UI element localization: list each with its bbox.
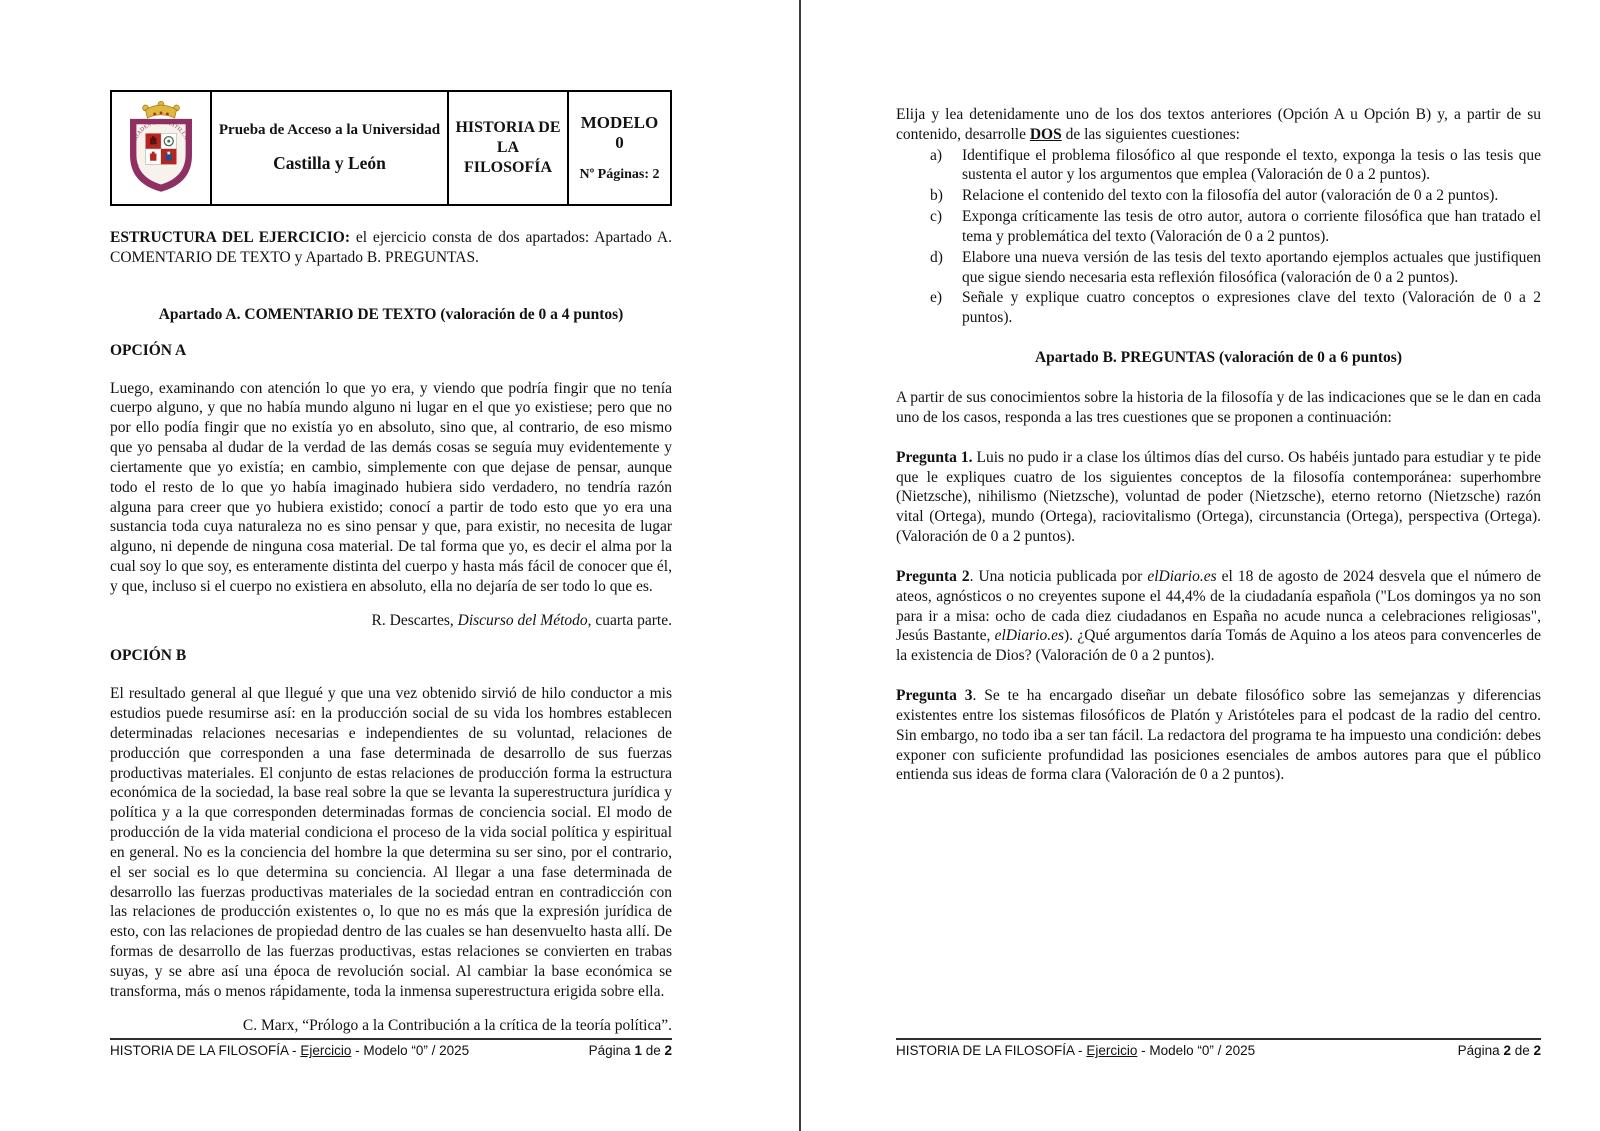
page-1-footer — [110, 1038, 672, 1058]
logo-cell — [112, 92, 210, 204]
cuestion-marker: d) — [930, 248, 943, 266]
footer-document-title: HISTORIA DE LA FILOSOFÍA - Ejercicio - Modelo “0” / 2025 — [896, 1043, 1256, 1058]
opcion-a-label: OPCIÓN A — [110, 341, 187, 359]
footer-page-number: Página 1 de 2 — [588, 1043, 672, 1058]
opcion-a-text: Luego, examinando con atención lo que yo era, y viendo que podría fingir que no tenía cuerpo alguno, y que no había mundo alguno ni lugar en el que yo existiese; pero que no por ello podía fingir que no existía yo en absoluto, sino que, al contrario, de eso mismo que yo pensaba al dudar de la verdad de las demás cosas se seguía muy evidentemente y ciertamente que yo existía; en cambio, simplemente con que dejase de pensar, aunque todo el resto de lo que yo había imaginado hubiera sido verdadero, no tendría razón alguna para creer que yo hubiera existido; conocí a partir de todo esto que yo era una sustancia toda cuya naturaleza no es sino pensar y que, para existir, no necesita de lugar alguno, ni depende de ninguna cosa material. De tal forma que yo, es decir el alma por la cual soy lo que soy, es enteramente distinta del cuerpo y hasta más fácil de conocer que él, y que, incluso si el cuerpo no existiera en absoluto, ella no dejaría de ser todo lo que es. — [110, 379, 672, 595]
apartado-a-heading: Apartado A. COMENTARIO DE TEXTO (valoración de 0 a 4 puntos) — [158, 305, 624, 323]
pregunta-2: Pregunta 2. Una noticia publicada por elDiario.es el 18 de agosto de 2024 desvela que el número de ateos, agnósticos o no creyentes supone el 44,4% de la ciudadanía española ("Los domingos ya no son para ir a misa: ocho de cada diez ciudadanos en España no acude nunca a celebraciones religiosas", Jesús Bastante, elDiario.es). ¿Qué argumentos daría Tomás de Aquino a los ateos para convencerles de la existencia de Dios? (Valoración de 0 a 2 puntos). — [896, 567, 1541, 665]
exam-title: Prueba de Acceso a la Universidad — [218, 122, 441, 138]
quartered-shield — [146, 133, 177, 164]
cuestion-item-e — [896, 288, 1541, 328]
pages-count-label: Nº Páginas: 2 — [579, 167, 660, 182]
subject-cell — [447, 92, 567, 204]
opcion-b-text: El resultado general al que llegué y que una vez obtenido sirvió de hilo conductor a mis estudios puede resumirse así: en la producción social de su vida los hombres establecen determinadas relaciones necesarias e independientes de su voluntad, relaciones de producción que corresponden a una fase determinada de desarrollo de sus fuerzas productivas materiales. El conjunto de estas relaciones de producción forma la estructura económica de la sociedad, la base real sobre la que se levanta la superestructura jurídica y política y a la que corresponden determinadas formas de conciencia social. El modo de producción de la vida material condiciona el proceso de la vida social política y espiritual en general. No es la conciencia del hombre la que determina su ser sino, por el contrario, el ser social es lo que determina su conciencia. Al llegar a una fase determinada de desarrollo las fuerzas productivas materiales de la sociedad entran en contradicción con las relaciones de producción existentes o, lo que no es más que la expresión jurídica de esto, con las relaciones de propiedad dentro de las cuales se han desenvuelto hasta allí. De formas de desarrollo de las fuerzas productivas, estas relaciones se convierten en trabas suyas, y se abre así una época de revolución social. Al cambiar la base económica se transforma, más o menos rápidamente, toda la inmensa superestructura erigida sobre ella. — [110, 685, 672, 1000]
cuestion-item-a — [896, 146, 1541, 186]
model-cell — [567, 92, 670, 204]
page2-intro: Elija y lea detenidamente uno de los dos textos anteriores (Opción A u Opción B) y, a partir de su contenido, desarrolle DOS de las siguientes cuestiones: — [896, 106, 1541, 143]
cuestion-item-c — [896, 207, 1541, 247]
cuestion-marker: a) — [930, 146, 943, 164]
pregunta-3: Pregunta 3. Se te ha encargado diseñar un debate filosófico sobre las semejanzas y diferencias existentes entre los sistemas filosóficos de Platón y Aristóteles para el podcast de la radio del centro. Sin embargo, no todo iba a ser tan fácil. La redactora del programa te ha impuesto una condición: debes exponer con suficiente profundidad las posiciones esenciales de ambos autores para que el público entienda sus ideas de forma clara (Valoración de 0 a 2 puntos). — [896, 687, 1541, 784]
cuestion-item-d — [896, 248, 1541, 288]
cuestion-text: Señale y explique cuatro conceptos o expresiones clave del texto (Valoración de 0 a 2 puntos). — [962, 289, 1541, 327]
footer-page-number: Página 2 de 2 — [1457, 1043, 1541, 1058]
cuestion-marker: c) — [930, 208, 943, 226]
page-1 — [0, 0, 799, 1131]
apartado-b-intro: A partir de sus conocimientos sobre la historia de la filosofía y de las indicaciones que se le dan en cada uno de los casos, responda a las tres cuestiones que se proponen a continuación: — [896, 389, 1541, 426]
cuestion-marker: e) — [930, 289, 943, 307]
exam-region: Castilla y León — [273, 153, 386, 173]
cuestion-text: Identifique el problema filosófico al que responde el texto, exponga la tesis o las tesis que sustenta el autor y los argumentos que emplea (Valoración de 0 a 2 puntos). — [962, 146, 1541, 184]
exam-title-cell — [210, 92, 447, 204]
cuestion-marker: b) — [930, 187, 943, 205]
cuestion-text: Exponga críticamente las tesis de otro autor, autora o corriente filosófica que han tratado el tema y problemática del texto (Valoración de 0 a 2 puntos). — [962, 208, 1541, 245]
opcion-b-label: OPCIÓN B — [110, 647, 187, 665]
ucyl-crest-logo — [120, 98, 202, 198]
cuestion-text: Elabore una nueva versión de las tesis del texto aportando ejemplos actuales que justifiquen que sigue siendo necesaria esta reflexión filosófica (valoración de 0 a 2 puntos). — [962, 248, 1541, 286]
page-2 — [801, 0, 1600, 1131]
pregunta-1: Pregunta 1. Luis no pudo ir a clase los últimos días del curso. Os habéis juntado para estudiar y te pide que le expliques cuatro de los siguientes conceptos de la filosofía contemporánea: superhombre (Nietzsche), nihilismo (Nietzsche), voluntad de poder (Nietzsche), eterno retorno (Nietzsche) razón vital (Ortega), mundo (Ortega), raciovitalismo (Ortega), circunstancia (Ortega), perspectiva (Ortega). (Valoración de 0 a 2 puntos). — [896, 448, 1541, 546]
logo-ring-text: UNIVERSIDADES DE CASTILLA Y LEÓN — [130, 119, 192, 169]
page-2-footer — [896, 1038, 1541, 1058]
model-label: MODELO 0 — [580, 113, 659, 152]
cuestion-item-b — [896, 186, 1541, 206]
exam-header-table — [110, 90, 672, 206]
apartado-b-heading: Apartado B. PREGUNTAS (valoración de 0 a 6 puntos) — [1034, 349, 1402, 367]
subject-title: HISTORIA DE LA FILOSOFÍA — [455, 119, 561, 176]
marx-attribution: C. Marx, “Prólogo a la Contribución a la crítica de la teoría política”. — [242, 1017, 672, 1035]
descartes-attribution: R. Descartes, Discurso del Método, cuarta parte. — [371, 612, 672, 630]
footer-document-title: HISTORIA DE LA FILOSOFÍA - Ejercicio - Modelo “0” / 2025 — [110, 1043, 470, 1058]
estructura-paragraph: ESTRUCTURA DEL EJERCICIO: el ejercicio consta de dos apartados: Apartado A. COMENTARIO DE TEXTO y Apartado B. PREGUNTAS. — [110, 229, 672, 266]
cuestion-text: Relacione el contenido del texto con la filosofía del autor (valoración de 0 a 2 puntos). — [962, 187, 1499, 205]
